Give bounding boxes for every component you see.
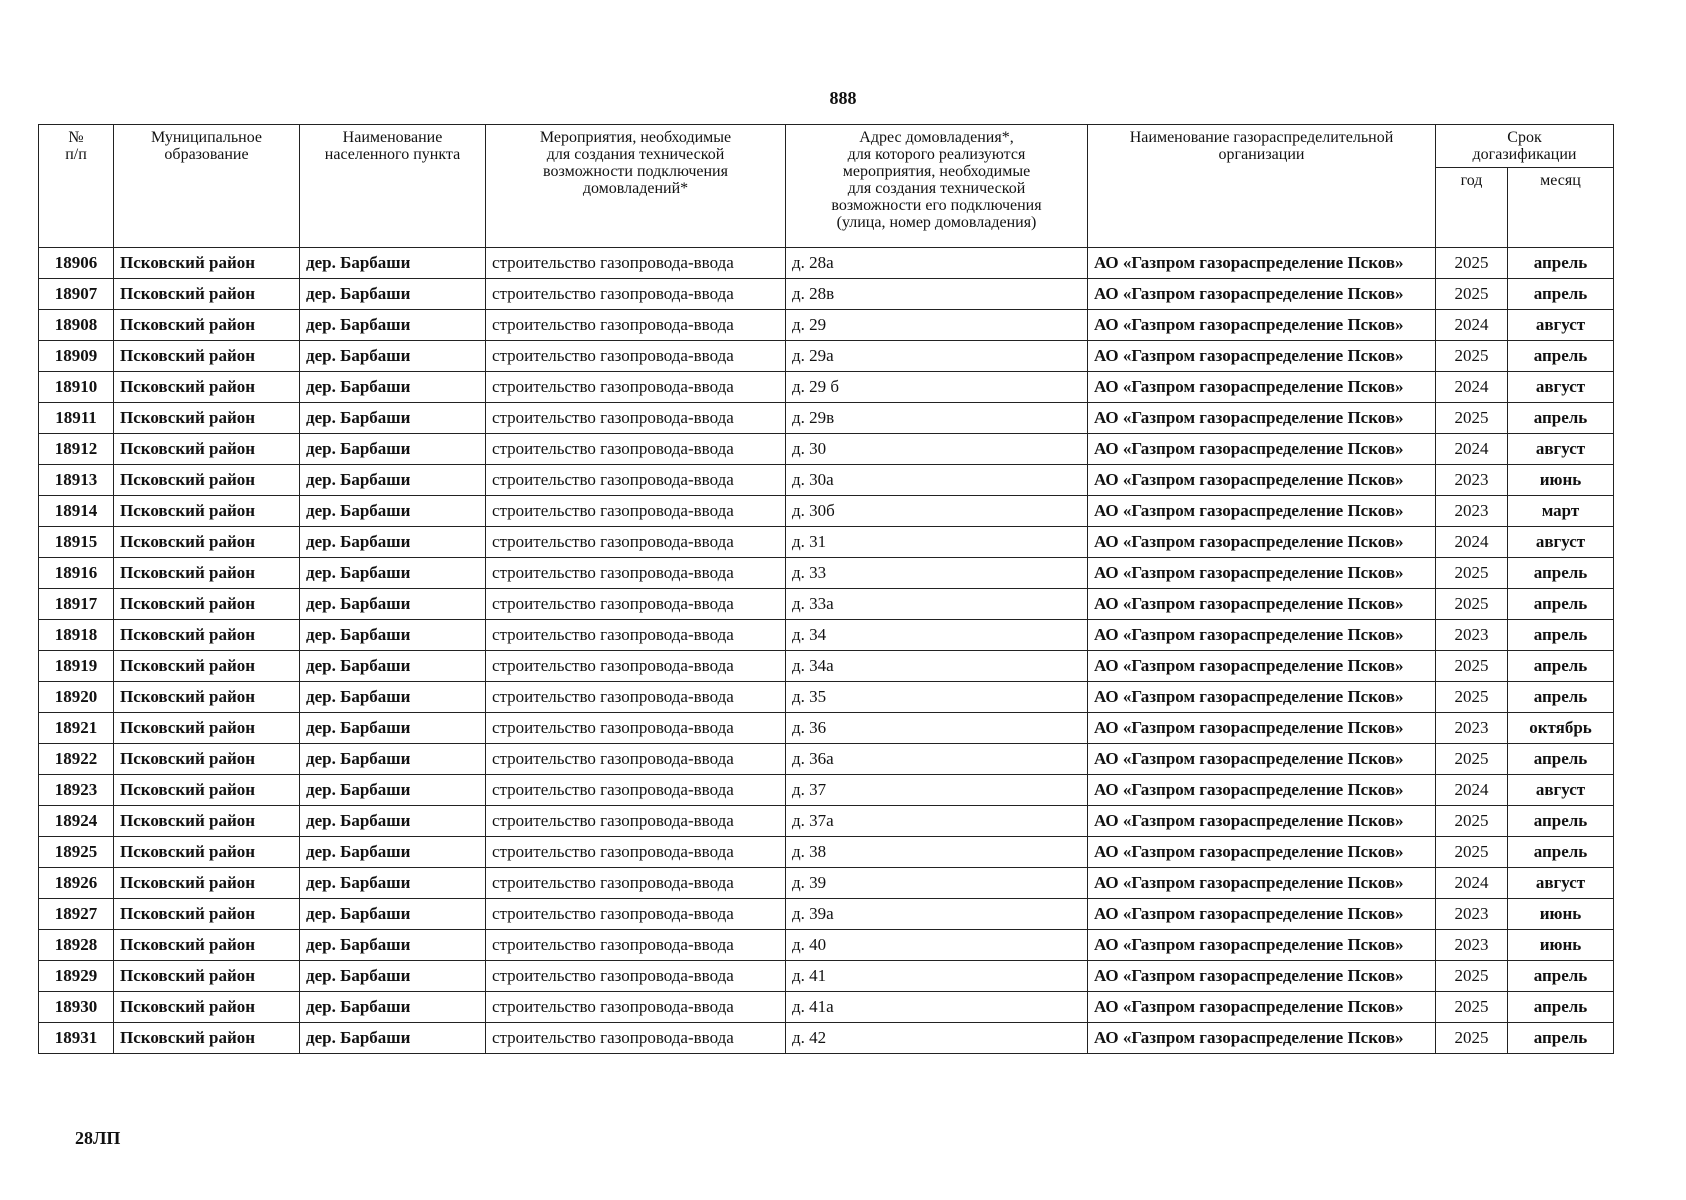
- row-month: апрель: [1508, 589, 1614, 620]
- row-year: 2025: [1436, 341, 1508, 372]
- row-measure: строительство газопровода-ввода: [486, 403, 786, 434]
- row-locality: дер. Барбаши: [300, 403, 486, 434]
- row-year: 2024: [1436, 868, 1508, 899]
- row-organization: АО «Газпром газораспределение Псков»: [1088, 279, 1436, 310]
- row-address: д. 30б: [786, 496, 1088, 527]
- row-number: 18920: [39, 682, 114, 713]
- row-locality: дер. Барбаши: [300, 310, 486, 341]
- row-number: 18906: [39, 248, 114, 279]
- header-month: месяц: [1508, 168, 1614, 248]
- table-row: [39, 403, 1614, 434]
- row-organization: АО «Газпром газораспределение Псков»: [1088, 372, 1436, 403]
- row-organization: АО «Газпром газораспределение Псков»: [1088, 341, 1436, 372]
- table-row: [39, 713, 1614, 744]
- table-row: [39, 930, 1614, 961]
- row-municipality: Псковский район: [114, 992, 300, 1023]
- row-organization: АО «Газпром газораспределение Псков»: [1088, 527, 1436, 558]
- row-locality: дер. Барбаши: [300, 527, 486, 558]
- row-address: д. 38: [786, 837, 1088, 868]
- row-year: 2025: [1436, 651, 1508, 682]
- row-year: 2025: [1436, 558, 1508, 589]
- row-address: д. 37: [786, 775, 1088, 806]
- table-row: [39, 279, 1614, 310]
- row-municipality: Псковский район: [114, 1023, 300, 1054]
- row-address: д. 41: [786, 961, 1088, 992]
- table-row: [39, 558, 1614, 589]
- row-municipality: Псковский район: [114, 899, 300, 930]
- row-organization: АО «Газпром газораспределение Псков»: [1088, 744, 1436, 775]
- row-month: апрель: [1508, 837, 1614, 868]
- row-month: апрель: [1508, 403, 1614, 434]
- row-locality: дер. Барбаши: [300, 1023, 486, 1054]
- row-number: 18923: [39, 775, 114, 806]
- row-organization: АО «Газпром газораспределение Псков»: [1088, 248, 1436, 279]
- row-address: д. 28а: [786, 248, 1088, 279]
- row-organization: АО «Газпром газораспределение Псков»: [1088, 465, 1436, 496]
- row-number: 18909: [39, 341, 114, 372]
- row-organization: АО «Газпром газораспределение Псков»: [1088, 310, 1436, 341]
- row-locality: дер. Барбаши: [300, 620, 486, 651]
- row-measure: строительство газопровода-ввода: [486, 558, 786, 589]
- header-deadline-text: Срок догазификации: [1472, 129, 1577, 163]
- row-address: д. 41а: [786, 992, 1088, 1023]
- row-organization: АО «Газпром газораспределение Псков»: [1088, 899, 1436, 930]
- row-locality: дер. Барбаши: [300, 713, 486, 744]
- row-year: 2025: [1436, 403, 1508, 434]
- row-municipality: Псковский район: [114, 682, 300, 713]
- row-month: апрель: [1508, 248, 1614, 279]
- row-address: д. 31: [786, 527, 1088, 558]
- row-year: 2023: [1436, 930, 1508, 961]
- table-row: [39, 992, 1614, 1023]
- row-month: август: [1508, 434, 1614, 465]
- row-organization: АО «Газпром газораспределение Псков»: [1088, 930, 1436, 961]
- row-municipality: Псковский район: [114, 775, 300, 806]
- row-address: д. 40: [786, 930, 1088, 961]
- footer-code: 28ЛП: [75, 1128, 121, 1148]
- row-number: 18930: [39, 992, 114, 1023]
- row-number: 18913: [39, 465, 114, 496]
- row-measure: строительство газопровода-ввода: [486, 744, 786, 775]
- row-year: 2024: [1436, 775, 1508, 806]
- row-year: 2024: [1436, 527, 1508, 558]
- table-row: [39, 434, 1614, 465]
- gasification-table: [38, 124, 1614, 1054]
- row-organization: АО «Газпром газораспределение Псков»: [1088, 1023, 1436, 1054]
- row-address: д. 30: [786, 434, 1088, 465]
- row-address: д. 36: [786, 713, 1088, 744]
- row-organization: АО «Газпром газораспределение Псков»: [1088, 403, 1436, 434]
- table-row: [39, 527, 1614, 558]
- row-month: апрель: [1508, 279, 1614, 310]
- row-measure: строительство газопровода-ввода: [486, 899, 786, 930]
- row-year: 2023: [1436, 620, 1508, 651]
- row-address: д. 34: [786, 620, 1088, 651]
- row-organization: АО «Газпром газораспределение Псков»: [1088, 837, 1436, 868]
- row-locality: дер. Барбаши: [300, 930, 486, 961]
- row-measure: строительство газопровода-ввода: [486, 589, 786, 620]
- row-locality: дер. Барбаши: [300, 868, 486, 899]
- table-row: [39, 682, 1614, 713]
- header-measures-text: Мероприятия, необходимые для создания технической возможности подключения домовладений*: [539, 129, 732, 197]
- row-organization: АО «Газпром газораспределение Псков»: [1088, 806, 1436, 837]
- row-measure: строительство газопровода-ввода: [486, 806, 786, 837]
- row-number: 18924: [39, 806, 114, 837]
- row-year: 2023: [1436, 465, 1508, 496]
- row-locality: дер. Барбаши: [300, 341, 486, 372]
- row-measure: строительство газопровода-ввода: [486, 1023, 786, 1054]
- row-month: апрель: [1508, 1023, 1614, 1054]
- row-number: 18908: [39, 310, 114, 341]
- row-organization: АО «Газпром газораспределение Псков»: [1088, 868, 1436, 899]
- row-address: д. 29в: [786, 403, 1088, 434]
- row-address: д. 39а: [786, 899, 1088, 930]
- row-address: д. 29 б: [786, 372, 1088, 403]
- row-number: 18922: [39, 744, 114, 775]
- row-municipality: Псковский район: [114, 496, 300, 527]
- row-year: 2024: [1436, 310, 1508, 341]
- row-municipality: Псковский район: [114, 806, 300, 837]
- header-address: [786, 125, 1088, 248]
- table-row: [39, 651, 1614, 682]
- row-organization: АО «Газпром газораспределение Псков»: [1088, 589, 1436, 620]
- row-municipality: Псковский район: [114, 434, 300, 465]
- row-locality: дер. Барбаши: [300, 744, 486, 775]
- table-row: [39, 310, 1614, 341]
- row-measure: строительство газопровода-ввода: [486, 961, 786, 992]
- row-measure: строительство газопровода-ввода: [486, 496, 786, 527]
- row-locality: дер. Барбаши: [300, 961, 486, 992]
- table-row: [39, 868, 1614, 899]
- table-row: [39, 341, 1614, 372]
- row-year: 2023: [1436, 496, 1508, 527]
- row-locality: дер. Барбаши: [300, 775, 486, 806]
- row-measure: строительство газопровода-ввода: [486, 310, 786, 341]
- row-number: 18907: [39, 279, 114, 310]
- header-locality: [300, 125, 486, 248]
- row-year: 2025: [1436, 1023, 1508, 1054]
- row-locality: дер. Барбаши: [300, 806, 486, 837]
- row-measure: строительство газопровода-ввода: [486, 682, 786, 713]
- row-locality: дер. Барбаши: [300, 651, 486, 682]
- row-address: д. 28в: [786, 279, 1088, 310]
- table-row: [39, 744, 1614, 775]
- row-organization: АО «Газпром газораспределение Псков»: [1088, 992, 1436, 1023]
- table-row: [39, 496, 1614, 527]
- table-row: [39, 465, 1614, 496]
- row-municipality: Псковский район: [114, 248, 300, 279]
- row-month: апрель: [1508, 341, 1614, 372]
- row-address: д. 36а: [786, 744, 1088, 775]
- row-municipality: Псковский район: [114, 310, 300, 341]
- row-year: 2025: [1436, 961, 1508, 992]
- row-month: август: [1508, 527, 1614, 558]
- header-num-text: № п/п: [65, 129, 87, 163]
- row-address: д. 33а: [786, 589, 1088, 620]
- row-measure: строительство газопровода-ввода: [486, 341, 786, 372]
- row-number: 18910: [39, 372, 114, 403]
- header-organization: [1088, 125, 1436, 248]
- row-number: 18926: [39, 868, 114, 899]
- row-measure: строительство газопровода-ввода: [486, 775, 786, 806]
- header-organization-text: Наименование газораспределительной организации: [1129, 129, 1394, 163]
- row-organization: АО «Газпром газораспределение Псков»: [1088, 496, 1436, 527]
- row-year: 2023: [1436, 713, 1508, 744]
- row-number: 18929: [39, 961, 114, 992]
- row-month: июнь: [1508, 899, 1614, 930]
- row-year: 2025: [1436, 589, 1508, 620]
- row-measure: строительство газопровода-ввода: [486, 837, 786, 868]
- row-municipality: Псковский район: [114, 372, 300, 403]
- header-num: [39, 125, 114, 248]
- row-measure: строительство газопровода-ввода: [486, 868, 786, 899]
- row-municipality: Псковский район: [114, 403, 300, 434]
- row-month: апрель: [1508, 744, 1614, 775]
- row-year: 2024: [1436, 372, 1508, 403]
- row-month: июнь: [1508, 930, 1614, 961]
- row-number: 18919: [39, 651, 114, 682]
- row-number: 18916: [39, 558, 114, 589]
- table-row: [39, 372, 1614, 403]
- row-locality: дер. Барбаши: [300, 465, 486, 496]
- header-municipality-text: Муниципальное образование: [150, 129, 263, 163]
- row-number: 18925: [39, 837, 114, 868]
- row-year: 2023: [1436, 899, 1508, 930]
- row-locality: дер. Барбаши: [300, 434, 486, 465]
- page-number: 888: [829, 88, 857, 108]
- row-number: 18921: [39, 713, 114, 744]
- row-locality: дер. Барбаши: [300, 589, 486, 620]
- row-address: д. 39: [786, 868, 1088, 899]
- row-year: 2025: [1436, 837, 1508, 868]
- row-year: 2025: [1436, 992, 1508, 1023]
- row-number: 18931: [39, 1023, 114, 1054]
- row-locality: дер. Барбаши: [300, 496, 486, 527]
- row-measure: строительство газопровода-ввода: [486, 713, 786, 744]
- row-municipality: Псковский район: [114, 961, 300, 992]
- row-measure: строительство газопровода-ввода: [486, 434, 786, 465]
- row-organization: АО «Газпром газораспределение Псков»: [1088, 961, 1436, 992]
- row-municipality: Псковский район: [114, 279, 300, 310]
- row-organization: АО «Газпром газораспределение Псков»: [1088, 558, 1436, 589]
- row-measure: строительство газопровода-ввода: [486, 930, 786, 961]
- row-municipality: Псковский район: [114, 341, 300, 372]
- row-number: 18914: [39, 496, 114, 527]
- table-row: [39, 837, 1614, 868]
- row-municipality: Псковский район: [114, 620, 300, 651]
- row-measure: строительство газопровода-ввода: [486, 620, 786, 651]
- row-address: д. 33: [786, 558, 1088, 589]
- row-locality: дер. Барбаши: [300, 837, 486, 868]
- row-municipality: Псковский район: [114, 558, 300, 589]
- row-locality: дер. Барбаши: [300, 992, 486, 1023]
- row-locality: дер. Барбаши: [300, 279, 486, 310]
- row-month: август: [1508, 372, 1614, 403]
- row-municipality: Псковский район: [114, 837, 300, 868]
- row-locality: дер. Барбаши: [300, 899, 486, 930]
- row-municipality: Псковский район: [114, 527, 300, 558]
- table-row: [39, 1023, 1614, 1054]
- row-address: д. 42: [786, 1023, 1088, 1054]
- header-deadline: [1436, 125, 1614, 168]
- row-month: октябрь: [1508, 713, 1614, 744]
- row-organization: АО «Газпром газораспределение Псков»: [1088, 713, 1436, 744]
- table-row: [39, 775, 1614, 806]
- row-organization: АО «Газпром газораспределение Псков»: [1088, 775, 1436, 806]
- row-locality: дер. Барбаши: [300, 248, 486, 279]
- row-municipality: Псковский район: [114, 868, 300, 899]
- row-organization: АО «Газпром газораспределение Псков»: [1088, 651, 1436, 682]
- table-row: [39, 899, 1614, 930]
- row-month: апрель: [1508, 558, 1614, 589]
- row-organization: АО «Газпром газораспределение Псков»: [1088, 682, 1436, 713]
- row-municipality: Псковский район: [114, 713, 300, 744]
- row-month: август: [1508, 310, 1614, 341]
- header-municipality: [114, 125, 300, 248]
- row-number: 18912: [39, 434, 114, 465]
- row-number: 18918: [39, 620, 114, 651]
- table-row: [39, 620, 1614, 651]
- table-row: [39, 961, 1614, 992]
- row-number: 18915: [39, 527, 114, 558]
- row-year: 2025: [1436, 248, 1508, 279]
- row-address: д. 37а: [786, 806, 1088, 837]
- row-address: д. 30а: [786, 465, 1088, 496]
- row-measure: строительство газопровода-ввода: [486, 279, 786, 310]
- row-month: август: [1508, 868, 1614, 899]
- row-month: август: [1508, 775, 1614, 806]
- row-organization: АО «Газпром газораспределение Псков»: [1088, 434, 1436, 465]
- row-number: 18911: [39, 403, 114, 434]
- row-year: 2024: [1436, 434, 1508, 465]
- row-year: 2025: [1436, 806, 1508, 837]
- row-municipality: Псковский район: [114, 465, 300, 496]
- header-address-text: Адрес домовладения*, для которого реализуются мероприятия, необходимые для создания технической возможности его подключения (улица, номер домовладения): [831, 129, 1042, 231]
- row-locality: дер. Барбаши: [300, 372, 486, 403]
- row-municipality: Псковский район: [114, 744, 300, 775]
- row-year: 2025: [1436, 279, 1508, 310]
- row-month: апрель: [1508, 806, 1614, 837]
- row-measure: строительство газопровода-ввода: [486, 992, 786, 1023]
- row-year: 2025: [1436, 682, 1508, 713]
- row-month: июнь: [1508, 465, 1614, 496]
- row-month: апрель: [1508, 961, 1614, 992]
- row-measure: строительство газопровода-ввода: [486, 651, 786, 682]
- row-measure: строительство газопровода-ввода: [486, 465, 786, 496]
- row-number: 18917: [39, 589, 114, 620]
- row-municipality: Псковский район: [114, 589, 300, 620]
- row-month: апрель: [1508, 992, 1614, 1023]
- row-locality: дер. Барбаши: [300, 682, 486, 713]
- row-year: 2025: [1436, 744, 1508, 775]
- row-measure: строительство газопровода-ввода: [486, 527, 786, 558]
- row-month: апрель: [1508, 682, 1614, 713]
- row-address: д. 34а: [786, 651, 1088, 682]
- table-row: [39, 806, 1614, 837]
- row-month: апрель: [1508, 620, 1614, 651]
- row-number: 18927: [39, 899, 114, 930]
- row-measure: строительство газопровода-ввода: [486, 372, 786, 403]
- table-body: [39, 248, 1614, 1054]
- row-measure: строительство газопровода-ввода: [486, 248, 786, 279]
- header-year: год: [1436, 168, 1508, 248]
- row-month: апрель: [1508, 651, 1614, 682]
- row-number: 18928: [39, 930, 114, 961]
- table-row: [39, 248, 1614, 279]
- header-locality-text: Наименование населенного пункта: [324, 129, 461, 163]
- row-organization: АО «Газпром газораспределение Псков»: [1088, 620, 1436, 651]
- row-address: д. 29: [786, 310, 1088, 341]
- row-municipality: Псковский район: [114, 651, 300, 682]
- row-address: д. 35: [786, 682, 1088, 713]
- row-locality: дер. Барбаши: [300, 558, 486, 589]
- row-month: март: [1508, 496, 1614, 527]
- table-row: [39, 589, 1614, 620]
- row-municipality: Псковский район: [114, 930, 300, 961]
- header-measures: [486, 125, 786, 248]
- row-address: д. 29а: [786, 341, 1088, 372]
